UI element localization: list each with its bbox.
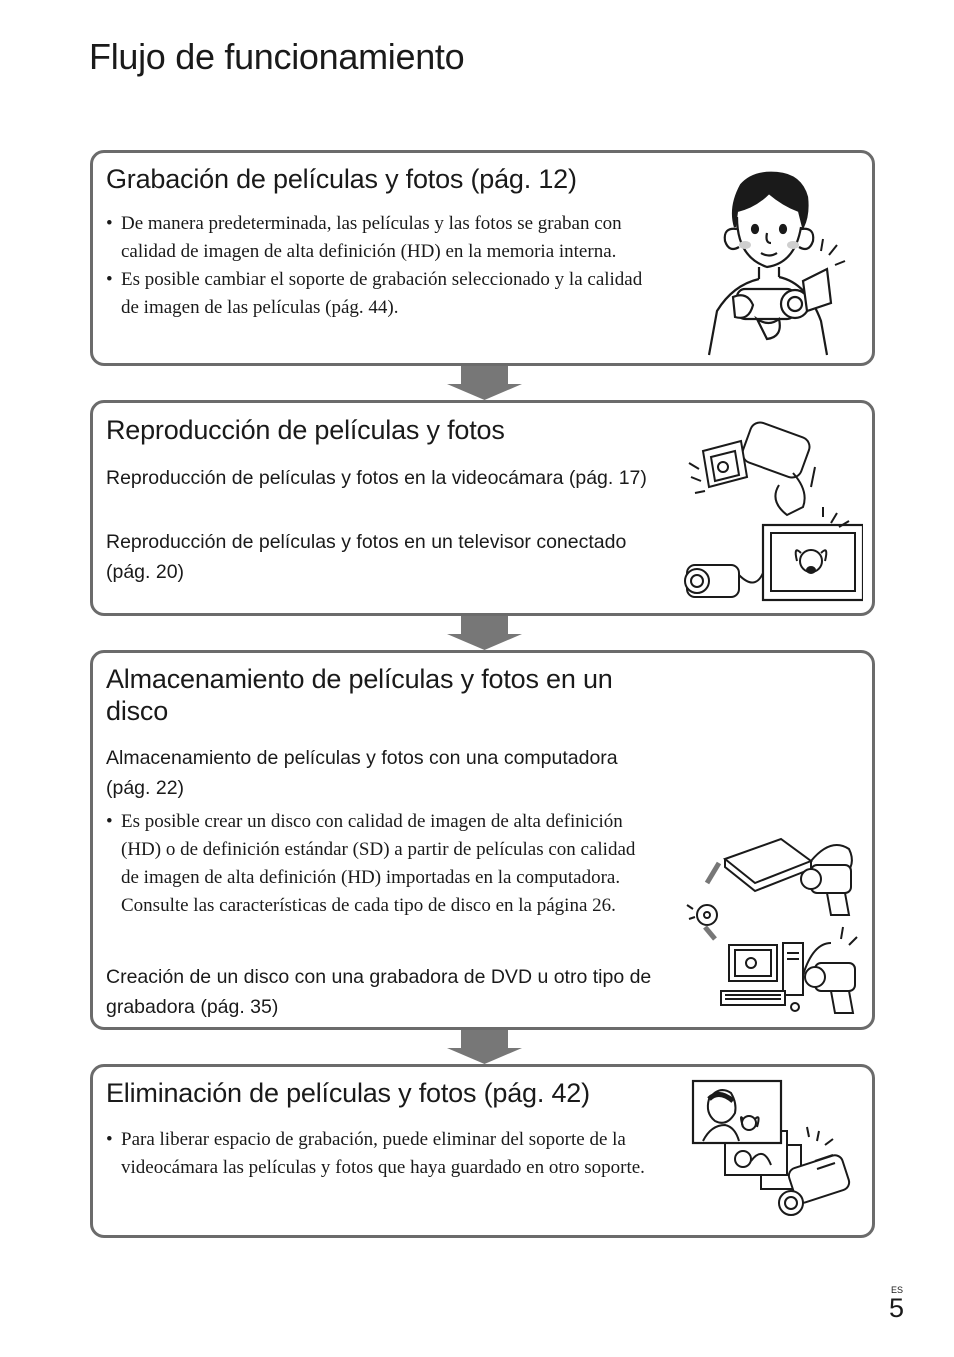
section-title: Almacenamiento de películas y fotos en un disco [106,664,613,726]
section-title: Reproducción de películas y fotos [106,415,505,445]
bullet-item: • De manera predeterminada, las películas y las fotos se graban con calidad de imagen de alta definición (HD) en la memoria interna. [106,210,656,266]
bullet-list [106,210,656,322]
language-code: ES [891,1285,904,1295]
camcorder-and-tv-icon [683,415,863,605]
section-title: Grabación de películas y fotos (pág. 12) [106,164,577,194]
section-disc-storage [90,650,875,1030]
section-title: Eliminación de películas y fotos (pág. 42) [106,1078,590,1108]
page-number: 5 [889,1293,905,1323]
flow-arrow-down-icon [447,616,522,650]
bullet-item: • Es posible cambiar el soporte de grabación seleccionado y la calidad de imagen de las películas (pág. 44). [106,266,656,322]
subheading-computer: Almacenamiento de películas y fotos con una computadora (pág. 22) [106,747,618,799]
person-recording-with-camcorder-icon [703,171,853,356]
bullet-item: • Es posible crear un disco con calidad de imagen de alta definición (HD) o de definición estándar (SD) a partir de películas con calidad de imagen de alta definición (HD) importadas en la computadora. Consulte las características de cada tipo de disco en la página 26. [106,808,646,920]
bullet-list [106,808,646,920]
subheading-playback-camcorder: Reproducción de películas y fotos en la videocámara (pág. 17) [106,467,647,489]
bullet-list [106,1126,661,1182]
subheading-playback-tv: Reproducción de películas y fotos en un televisor conectado (pág. 20) [106,531,627,583]
disc-burner-computer-camcorder-icon [681,835,866,1025]
bullet-item: • Para liberar espacio de grabación, puede eliminar del soporte de la videocámara las películas y fotos que haya guardado en otro soporte. [106,1126,661,1182]
subheading-dvd-recorder: Creación de un disco con una grabadora de DVD u otro tipo de grabadora (pág. 35) [106,966,652,1018]
section-playback [90,400,875,616]
flow-arrow-down-icon [447,366,522,400]
flow-arrow-down-icon [447,1030,522,1064]
photos-and-camcorder-icon [691,1079,856,1229]
section-recording [90,150,875,366]
page-title: Flujo de funcionamiento [89,36,465,77]
section-deletion [90,1064,875,1238]
